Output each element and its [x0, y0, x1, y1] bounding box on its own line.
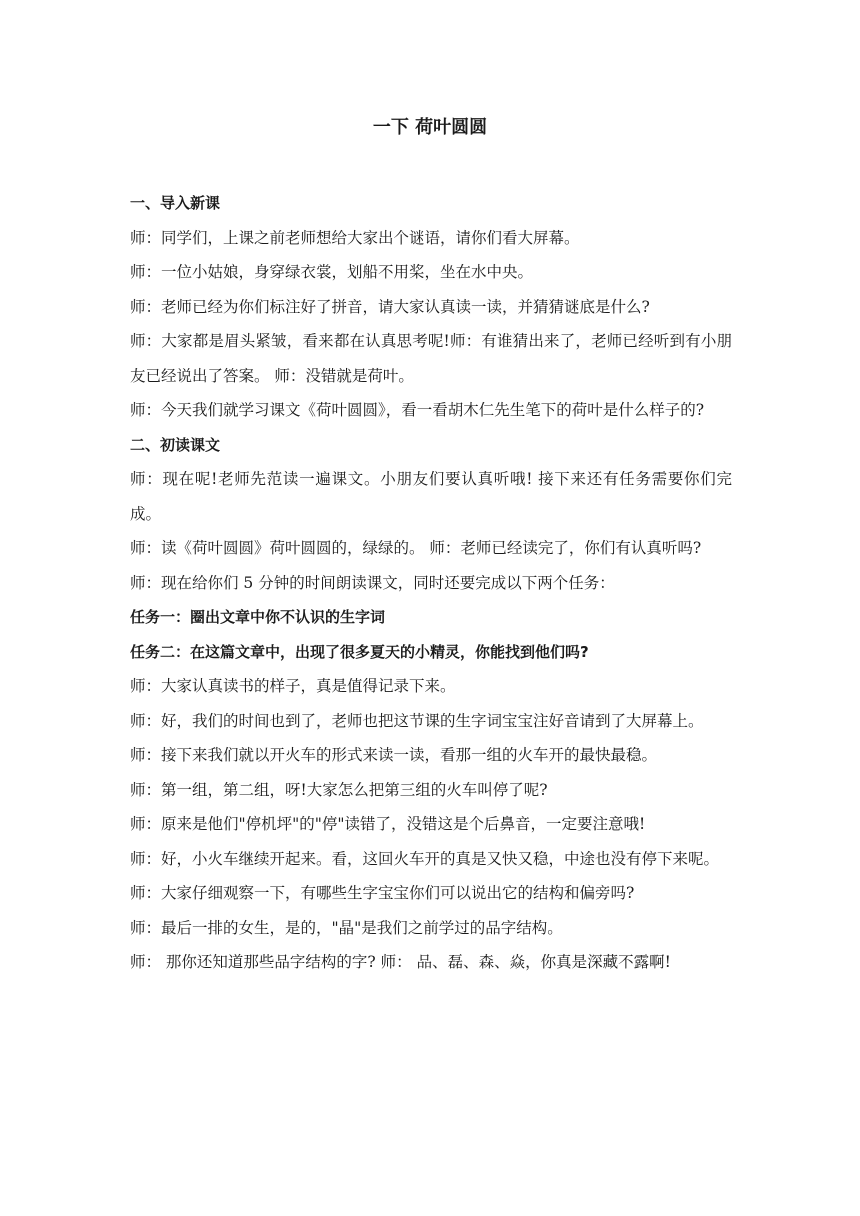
paragraph: 师：大家仔细观察一下，有哪些生字宝宝你们可以说出它的结构和偏旁吗?	[130, 884, 635, 902]
paragraph: 师：大家认真读书的样子，真是值得记录下来。	[130, 677, 456, 695]
task-item: 任务一：圈出文章中你不认识的生字词	[130, 608, 386, 626]
paragraph: 师：今天我们就学习课文《荷叶圆圆》，看一看胡木仁先生笔下的荷叶是什么样子的?	[130, 401, 705, 419]
task-item: 任务二：在这篇文章中，出现了很多夏天的小精灵，你能找到他们吗?	[130, 642, 589, 661]
section-heading: 二、初读课文	[130, 435, 221, 454]
paragraph: 师：大家都是眉头紧皱，看来都在认真思考呢!师：有谁猜出来了，老师已经听到有小朋友已经说出了答案。 师：没错就是荷叶。	[130, 332, 732, 385]
paragraph: 师：现在呢!老师先范读一遍课文。小朋友们要认真听哦! 接下来还有任务需要你们完成。	[130, 470, 732, 523]
paragraph: 师：接下来我们就以开火车的形式来读一读，看那一组的火车开的最快最稳。	[130, 746, 658, 764]
paragraph: 师：读《荷叶圆圆》荷叶圆圆的，绿绿的。 师：老师已经读完了，你们有认真听吗?	[130, 539, 702, 557]
paragraph: 师：老师已经为你们标注好了拼音，请大家认真读一读，并猜猜谜底是什么?	[130, 297, 650, 316]
paragraph: 师：现在给你们 5 分钟的时间朗读课文，同时还要完成以下两个任务：	[130, 573, 615, 592]
paragraph: 师：一位小姑娘，身穿绿衣裳，划船不用桨，坐在水中央。	[130, 263, 534, 281]
paragraph: 师：好，我们的时间也到了，老师也把这节课的生字词宝宝注好音请到了大屏幕上。	[130, 711, 704, 730]
paragraph: 师：好，小火车继续开起来。看，这回火车开的真是又快又稳，中途也没有停下来呢。	[130, 849, 720, 868]
paragraph: 师：同学们，上课之前老师想给大家出个谜语，请你们看大屏幕。	[130, 228, 580, 247]
paragraph: 师：第一组，第二组，呀!大家怎么把第三组的火车叫停了呢?	[130, 780, 548, 799]
document-body	[130, 186, 732, 980]
paragraph: 师： 那你还知道那些品字结构的字? 师： 品、磊、森、焱，你真是深藏不露啊!	[130, 953, 671, 971]
paragraph: 师：原来是他们"停机坪"的"停"读错了，没错这是个后鼻音，一定要注意哦!	[130, 815, 646, 833]
section-heading: 一、导入新课	[130, 194, 221, 212]
document-title: 一下 荷叶圆圆	[372, 117, 488, 138]
paragraph: 师：最后一排的女生，是的，"晶"是我们之前学过的品字结构。	[130, 918, 563, 937]
